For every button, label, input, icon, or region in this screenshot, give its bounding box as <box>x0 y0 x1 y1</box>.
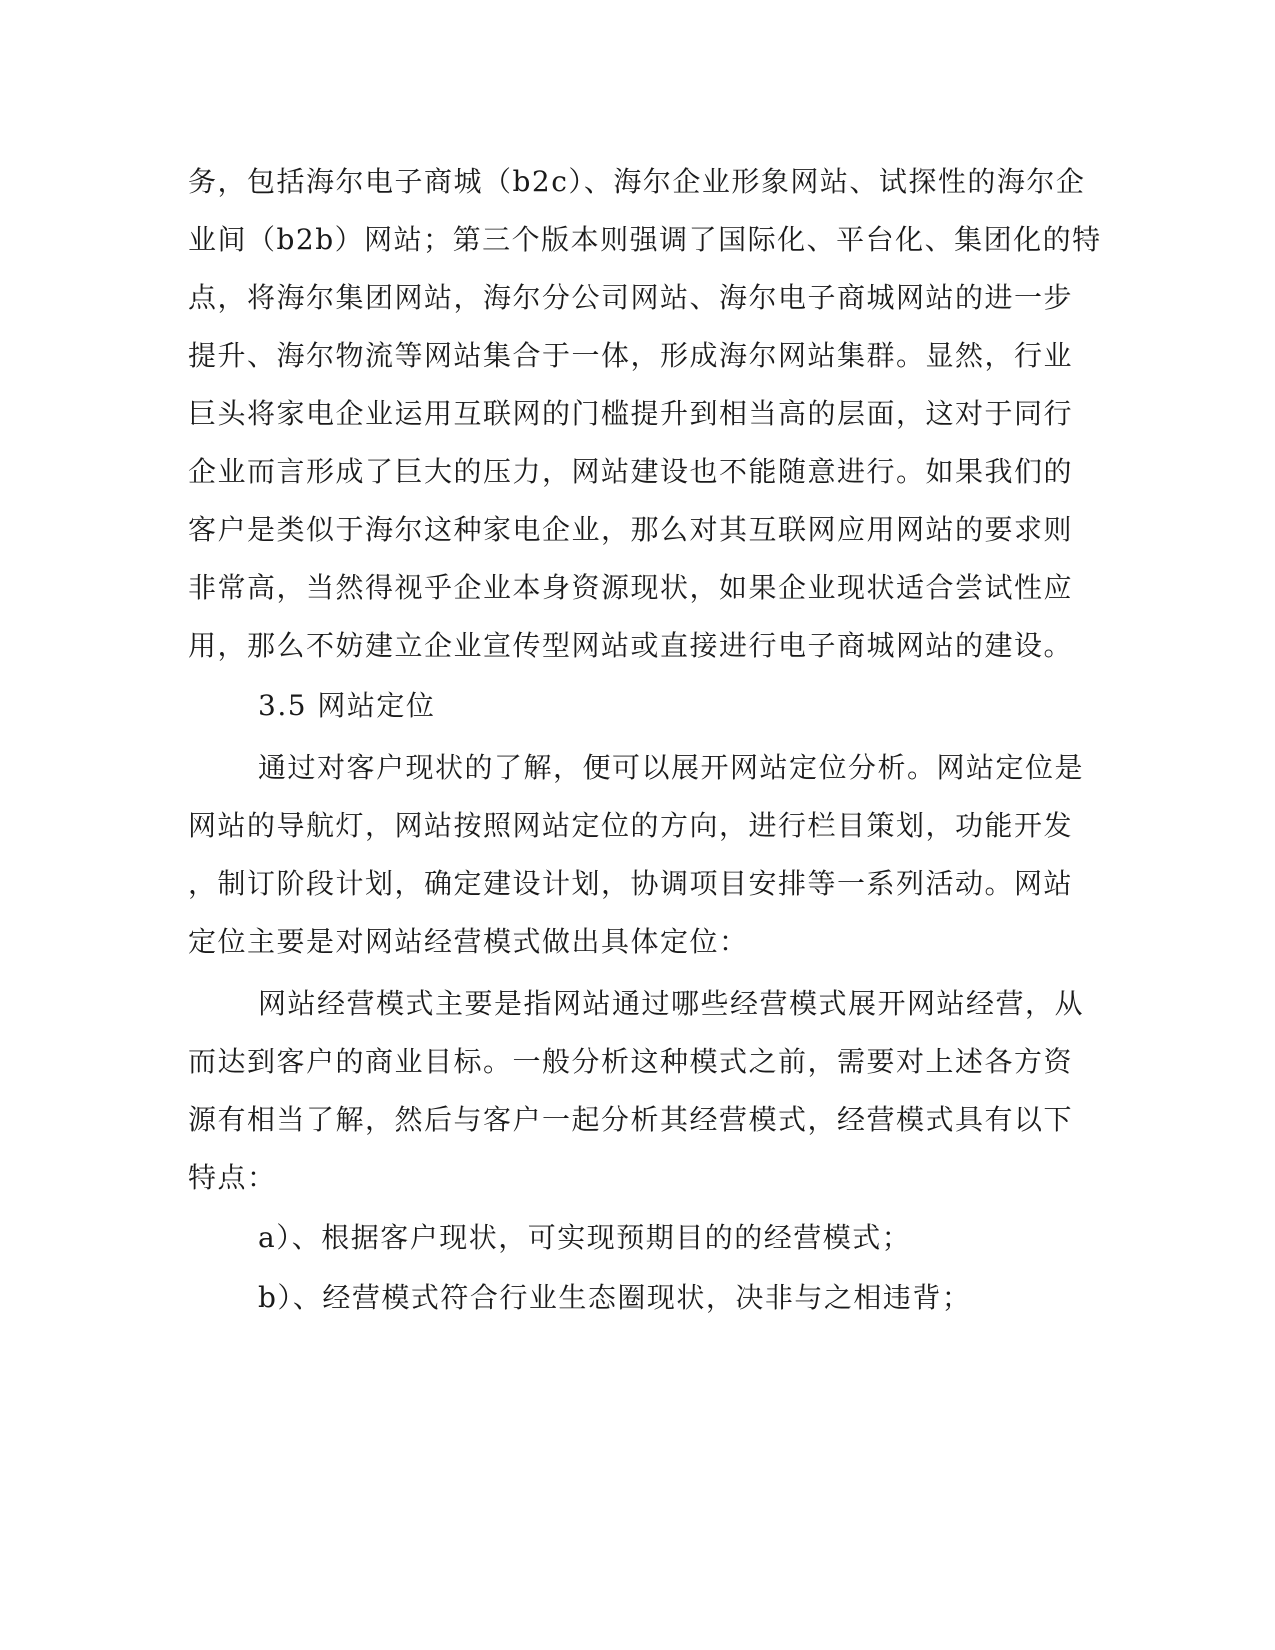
body-text-line: 提升、海尔物流等网站集合于一体，形成海尔网站集群。显然，行业 <box>188 339 1074 372</box>
list-item: a）、根据客户现状，可实现预期目的的经营模式； <box>258 1221 912 1254</box>
body-text-line: 客户是类似于海尔这种家电企业，那么对其互联网应用网站的要求则 <box>188 513 1074 546</box>
body-text-line: 源有相当了解，然后与客户一起分析其经营模式，经营模式具有以下 <box>188 1103 1074 1136</box>
list-item: b）、经营模式符合行业生态圈现状，决非与之相违背； <box>258 1281 972 1314</box>
body-text-line: 非常高，当然得视乎企业本身资源现状，如果企业现状适合尝试性应 <box>188 571 1074 604</box>
body-text-line: 务，包括海尔电子商城（b2c）、海尔企业形象网站、试探性的海尔企 <box>188 165 1086 198</box>
paragraph-first-line: 网站经营模式主要是指网站通过哪些经营模式展开网站经营，从 <box>258 987 1085 1020</box>
body-text-line: 特点： <box>188 1161 277 1194</box>
body-text-line: 企业而言形成了巨大的压力，网站建设也不能随意进行。如果我们的 <box>188 455 1074 488</box>
section-heading: 3.5 网站定位 <box>258 689 436 722</box>
paragraph-first-line: 通过对客户现状的了解，便可以展开网站定位分析。网站定位是 <box>258 751 1085 784</box>
body-text-line: 巨头将家电企业运用互联网的门槛提升到相当高的层面，这对于同行 <box>188 397 1074 430</box>
body-text-line: 而达到客户的商业目标。一般分析这种模式之前，需要对上述各方资 <box>188 1045 1074 1078</box>
body-text-line: 业间（b2b）网站；第三个版本则强调了国际化、平台化、集团化的特 <box>188 223 1102 256</box>
body-text-line: ，制订阶段计划，确定建设计划，协调项目安排等一系列活动。网站 <box>188 867 1074 900</box>
body-text-line: 网站的导航灯，网站按照网站定位的方向，进行栏目策划，功能开发 <box>188 809 1074 842</box>
body-text-line: 点，将海尔集团网站，海尔分公司网站、海尔电子商城网站的进一步 <box>188 281 1074 314</box>
body-text-line: 定位主要是对网站经营模式做出具体定位： <box>188 925 749 958</box>
body-text-line: 用，那么不妨建立企业宣传型网站或直接进行电子商城网站的建设。 <box>188 629 1074 662</box>
